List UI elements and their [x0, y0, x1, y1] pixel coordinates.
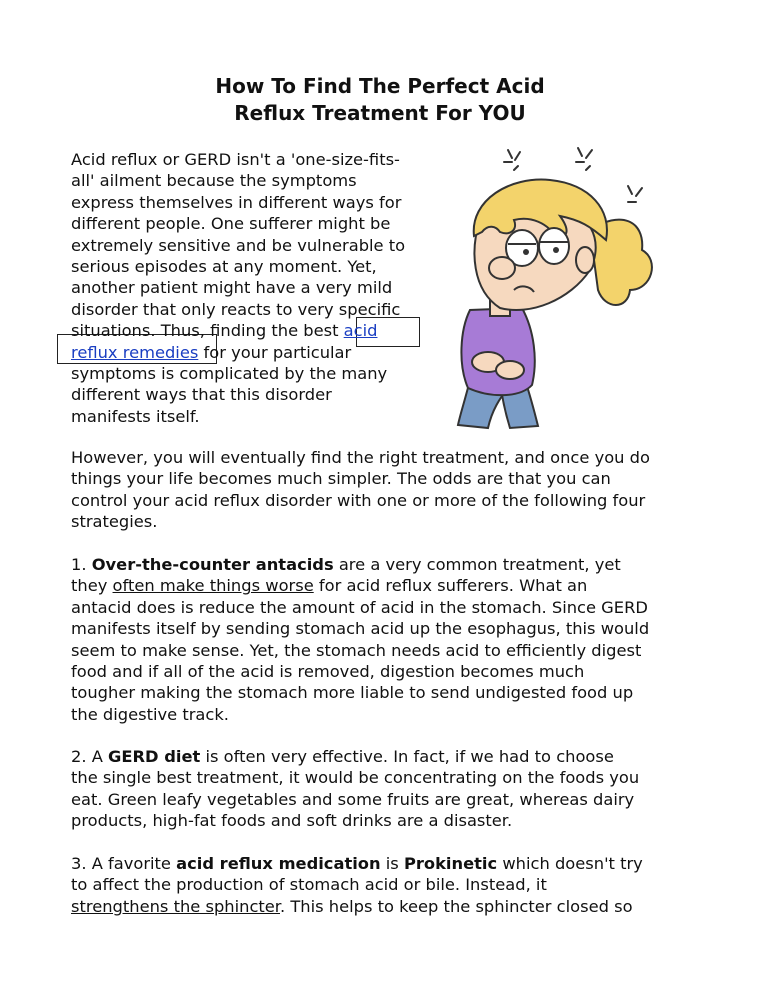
- antacids-heading: Over-the-counter antacids: [91, 555, 334, 574]
- often-make-things-worse-text: often make things worse: [112, 576, 314, 596]
- sick-child-cartoon-icon: [430, 140, 660, 435]
- intro-paragraph: Acid reflux or GERD isn't a 'one-size-fits- all' ailment because the symptoms express themselves in different ways for different people. One sufferer might be extremely sensitive and be vulnerable to serious episodes at any moment. Yet, another patient might have a very mild disorder that only reacts to very specific situations. Thus, finding the best acid reflux remedies for your particular symptoms is complicated by the many different ways that this disorder manifests itself.: [71, 150, 406, 426]
- acid-reflux-medication-heading: acid reflux medication: [176, 854, 381, 873]
- prokinetic-heading: Prokinetic: [403, 854, 498, 873]
- paragraph-medication: 3. A favorite acid reflux medication is Prokinetic which doesn't try to affect the production of stomach acid or bile. Instead, it strengthens the sphincter. This helps to keep the sphincter closed so: [71, 854, 643, 916]
- paragraph-antacids: 1. Over-the-counter antacids are a very common treatment, yet they often make things worse for acid reflux sufferers. What an antacid does is reduce the amount of acid in the stomach. Since GERD manifests itself by sending stomach acid up the esophagus, this would seem to make sense. Yet, the stomach needs acid to efficiently digest food and if all of the acid is removed, digestion becomes much tougher making the stomach more liable to send undigested food up the digestive track.: [71, 555, 650, 724]
- paragraph-gerd-diet: 2. A GERD diet is often very effective. In fact, if we had to choose the single best treatment, it would be concentrating on the foods you eat. Green leafy vegetables and some fruits are great, whereas dairy products, high-fat foods and soft drinks are a disaster.: [71, 747, 640, 831]
- acid-reflux-remedies-link-cont[interactable]: reflux remedies: [71, 342, 199, 362]
- acid-reflux-remedies-link[interactable]: acid: [343, 321, 378, 341]
- strengthens-sphincter-text: strengthens the sphincter: [71, 896, 280, 916]
- paragraph-strategies-intro: However, you will eventually find the right treatment, and once you do things your life becomes much simpler. The odds are that you can control your acid reflux disorder with one or more of the following four strategies.: [71, 448, 650, 532]
- gerd-diet-heading: GERD diet: [108, 747, 201, 766]
- page-title: How To Find The Perfect Acid Reflux Treatment For YOU: [215, 74, 545, 125]
